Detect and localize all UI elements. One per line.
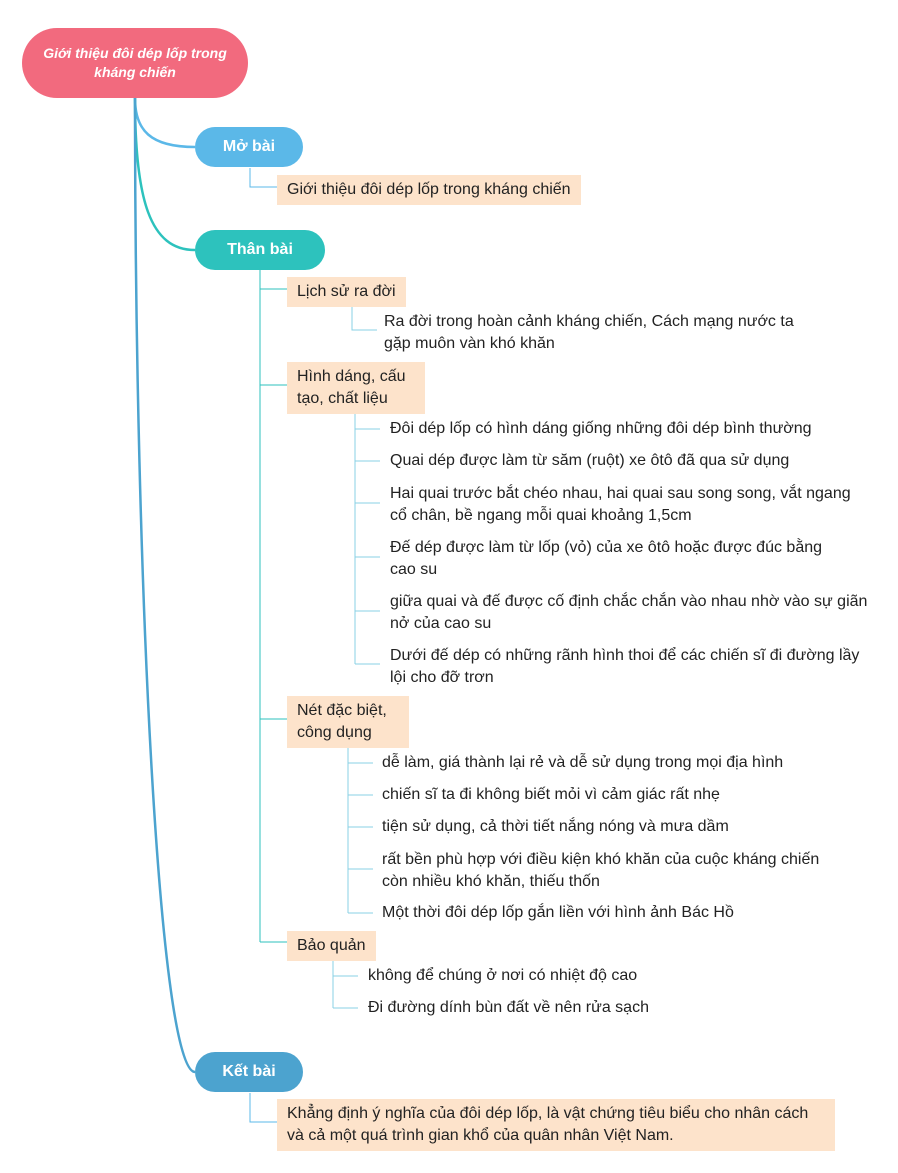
topic-3-item-2-text: chiến sĩ ta đi không biết mỏi vì cảm giác rất nhẹ (382, 786, 720, 803)
mo-bai-item (277, 175, 581, 205)
topic-1-item-1-text: Ra đời trong hoàn cảnh kháng chiến, Cách mạng nước ta gặp muôn vàn khó khăn (384, 313, 794, 352)
topic-3-item-5-text: Một thời đôi dép lốp gắn liền với hình ảnh Bác Hồ (382, 904, 734, 921)
topic-2-item-2-text: Quai dép được làm từ săm (ruột) xe ôtô đã qua sử dụng (390, 452, 790, 469)
mo-bai-item-text: Giới thiệu đôi dép lốp trong kháng chiến (287, 181, 571, 198)
section-mo-bai[interactable] (195, 127, 303, 167)
topic-2-item-2 (390, 450, 890, 472)
topic-label-features: Nét đặc biệt, công dụng (297, 702, 387, 741)
connector-root-mo-bai (135, 98, 195, 147)
topic-1-item-1 (384, 311, 824, 355)
ket-bai-item-text: Khẳng định ý nghĩa của đôi dép lốp, là vật chứng tiêu biểu cho nhân cách và cả một quá trình gian khổ của quân nhân Việt Nam. (287, 1105, 809, 1144)
topic-3-item-1 (382, 752, 882, 774)
topic-3-item-3-text: tiện sử dụng, cả thời tiết nắng nóng và mưa dầm (382, 818, 729, 835)
topic-4-item-2-text: Đi đường dính bùn đất về nên rửa sạch (368, 999, 649, 1016)
topic-label-history: Lịch sử ra đời (297, 283, 396, 300)
topic-4-item-1 (368, 965, 868, 987)
topic-3-item-1-text: dễ làm, giá thành lại rẻ và dễ sử dụng trong mọi địa hình (382, 754, 784, 771)
topic-2-item-6 (390, 645, 860, 689)
topic-3-item-5 (382, 902, 882, 924)
section-than-bai[interactable] (195, 230, 325, 270)
topic-3-item-2 (382, 784, 882, 806)
topic-2-item-3-text: Hai quai trước bắt chéo nhau, hai quai sau song song, vắt ngang cổ chân, bề ngang mỗi quai khoảng 1,5cm (390, 485, 851, 524)
topic-label-shape: Hình dáng, cấu tạo, chất liệu (297, 368, 406, 407)
topic-3-item-4-text: rất bền phù hợp với điều kiện khó khăn của cuộc kháng chiến còn nhiều khó khăn, thiếu thốn (382, 851, 820, 890)
section-than-bai-label: Thân bài (227, 241, 293, 258)
connector-root-ket-bai (135, 98, 195, 1072)
section-ket-bai-label: Kết bài (222, 1063, 276, 1080)
root-node[interactable] (22, 28, 248, 98)
topic-2-item-1-text: Đôi dép lốp có hình dáng giống những đôi dép bình thường (390, 420, 812, 437)
topic-2-item-4-text: Đế dép được làm từ lốp (vỏ) của xe ôtô hoặc được đúc bằng cao su (390, 539, 823, 578)
topic-4-item-1-text: không để chúng ở nơi có nhiệt độ cao (368, 967, 638, 984)
topic-2-item-4 (390, 537, 850, 581)
topic-2-item-6-text: Dưới đế dép có những rãnh hình thoi để các chiến sĩ đi đường lầy lội cho đỡ trơn (390, 647, 860, 686)
topic-3-item-4 (382, 849, 832, 893)
topic-label-care: Bảo quản (297, 937, 366, 954)
topic-2-item-5 (390, 591, 870, 635)
topic-box-care[interactable] (287, 931, 376, 961)
root-title: Giới thiệu đôi dép lốp trong kháng chiến (43, 45, 227, 80)
section-mo-bai-label: Mở bài (222, 138, 276, 155)
ket-bai-item (277, 1099, 835, 1151)
topic-2-item-3 (390, 483, 860, 527)
section-ket-bai[interactable] (195, 1052, 303, 1092)
topic-2-item-5-text: giữa quai và đế được cố định chắc chắn vào nhau nhờ vào sự giãn nở của cao su (390, 593, 868, 632)
topic-2-item-1 (390, 418, 890, 440)
connector-ket-bai-item (250, 1093, 277, 1122)
connector-root-than-bai (135, 98, 195, 250)
topic-box-shape[interactable] (287, 362, 425, 414)
connector-topic-1-items (352, 303, 377, 330)
connector-mo-bai-item (250, 168, 277, 187)
topic-4-item-2 (368, 997, 868, 1019)
topic-box-features[interactable] (287, 696, 409, 748)
topic-3-item-3 (382, 816, 882, 838)
topic-box-history[interactable] (287, 277, 406, 307)
